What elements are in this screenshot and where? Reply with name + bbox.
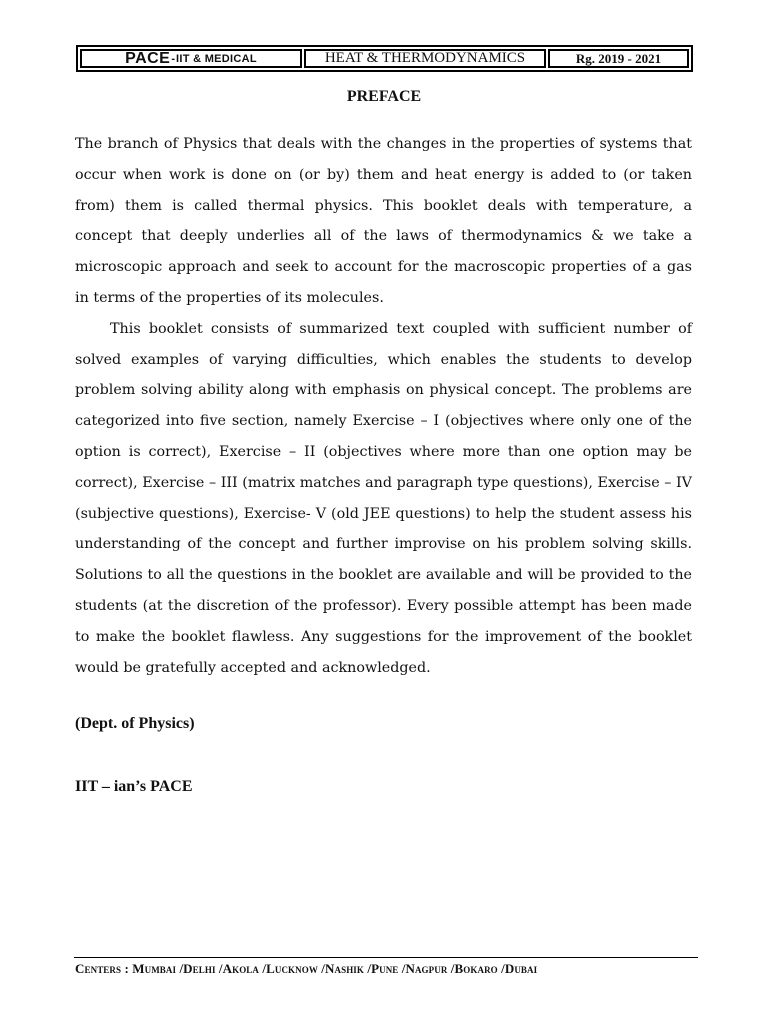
brand-cell xyxy=(80,49,302,68)
subject-title: HEAT & THERMODYNAMICS xyxy=(324,50,526,66)
year-cell xyxy=(548,49,689,68)
brand-logo: PACE xyxy=(125,49,171,67)
footer-divider xyxy=(74,957,698,958)
signature-institute: IIT – ian’s PACE xyxy=(75,778,193,795)
page-header xyxy=(76,45,693,72)
paragraph-booklet: This booklet consists of summarized text coupled with sufficient number of solved examples of varying difficulties, which enables the students to develop problem solving ability along with emphasis on physical concept. The problems are categorized into five section, namely Exercise – I (objectives where only one of the option is correct), Exercise – II (objectives where more than one option may be correct), Exercise – III (matrix matches and paragraph type questions), Exercise – IV (subjective questions), Exercise- V (old JEE questions) to help the student assess his understanding of the concept and further improvise on his problem solving skills. Solutions to all the questions in the booklet are available and will be provided to the students (at the discretion of the professor). Every possible attempt has been made to make the booklet flawless. Any suggestions for the improvement of the booklet would be gratefully accepted and acknowledged. xyxy=(75,320,692,676)
page-title: PREFACE xyxy=(346,88,422,105)
subject-cell xyxy=(304,49,546,68)
brand-tagline: IIT & MEDICAL xyxy=(176,52,257,65)
preface-body xyxy=(75,129,692,683)
year-range: Rg. 2019 - 2021 xyxy=(575,50,662,66)
footer-centers: Centers : Mumbai /Delhi /Akola /Lucknow /Nashik /Pune /Nagpur /Bokaro /Dubai xyxy=(75,961,538,976)
signature-department: (Dept. of Physics) xyxy=(75,715,195,732)
brand-separator: - xyxy=(171,52,176,65)
paragraph-intro: The branch of Physics that deals with the changes in the properties of systems that occur when work is done on (or by) them and heat energy is added to (or taken from) them is called thermal physics. This booklet deals with temperature, a concept that deeply underlies all of the laws of thermodynamics & we take a microscopic approach and seek to account for the macroscopic properties of a gas in terms of the properties of its molecules. xyxy=(75,136,692,306)
